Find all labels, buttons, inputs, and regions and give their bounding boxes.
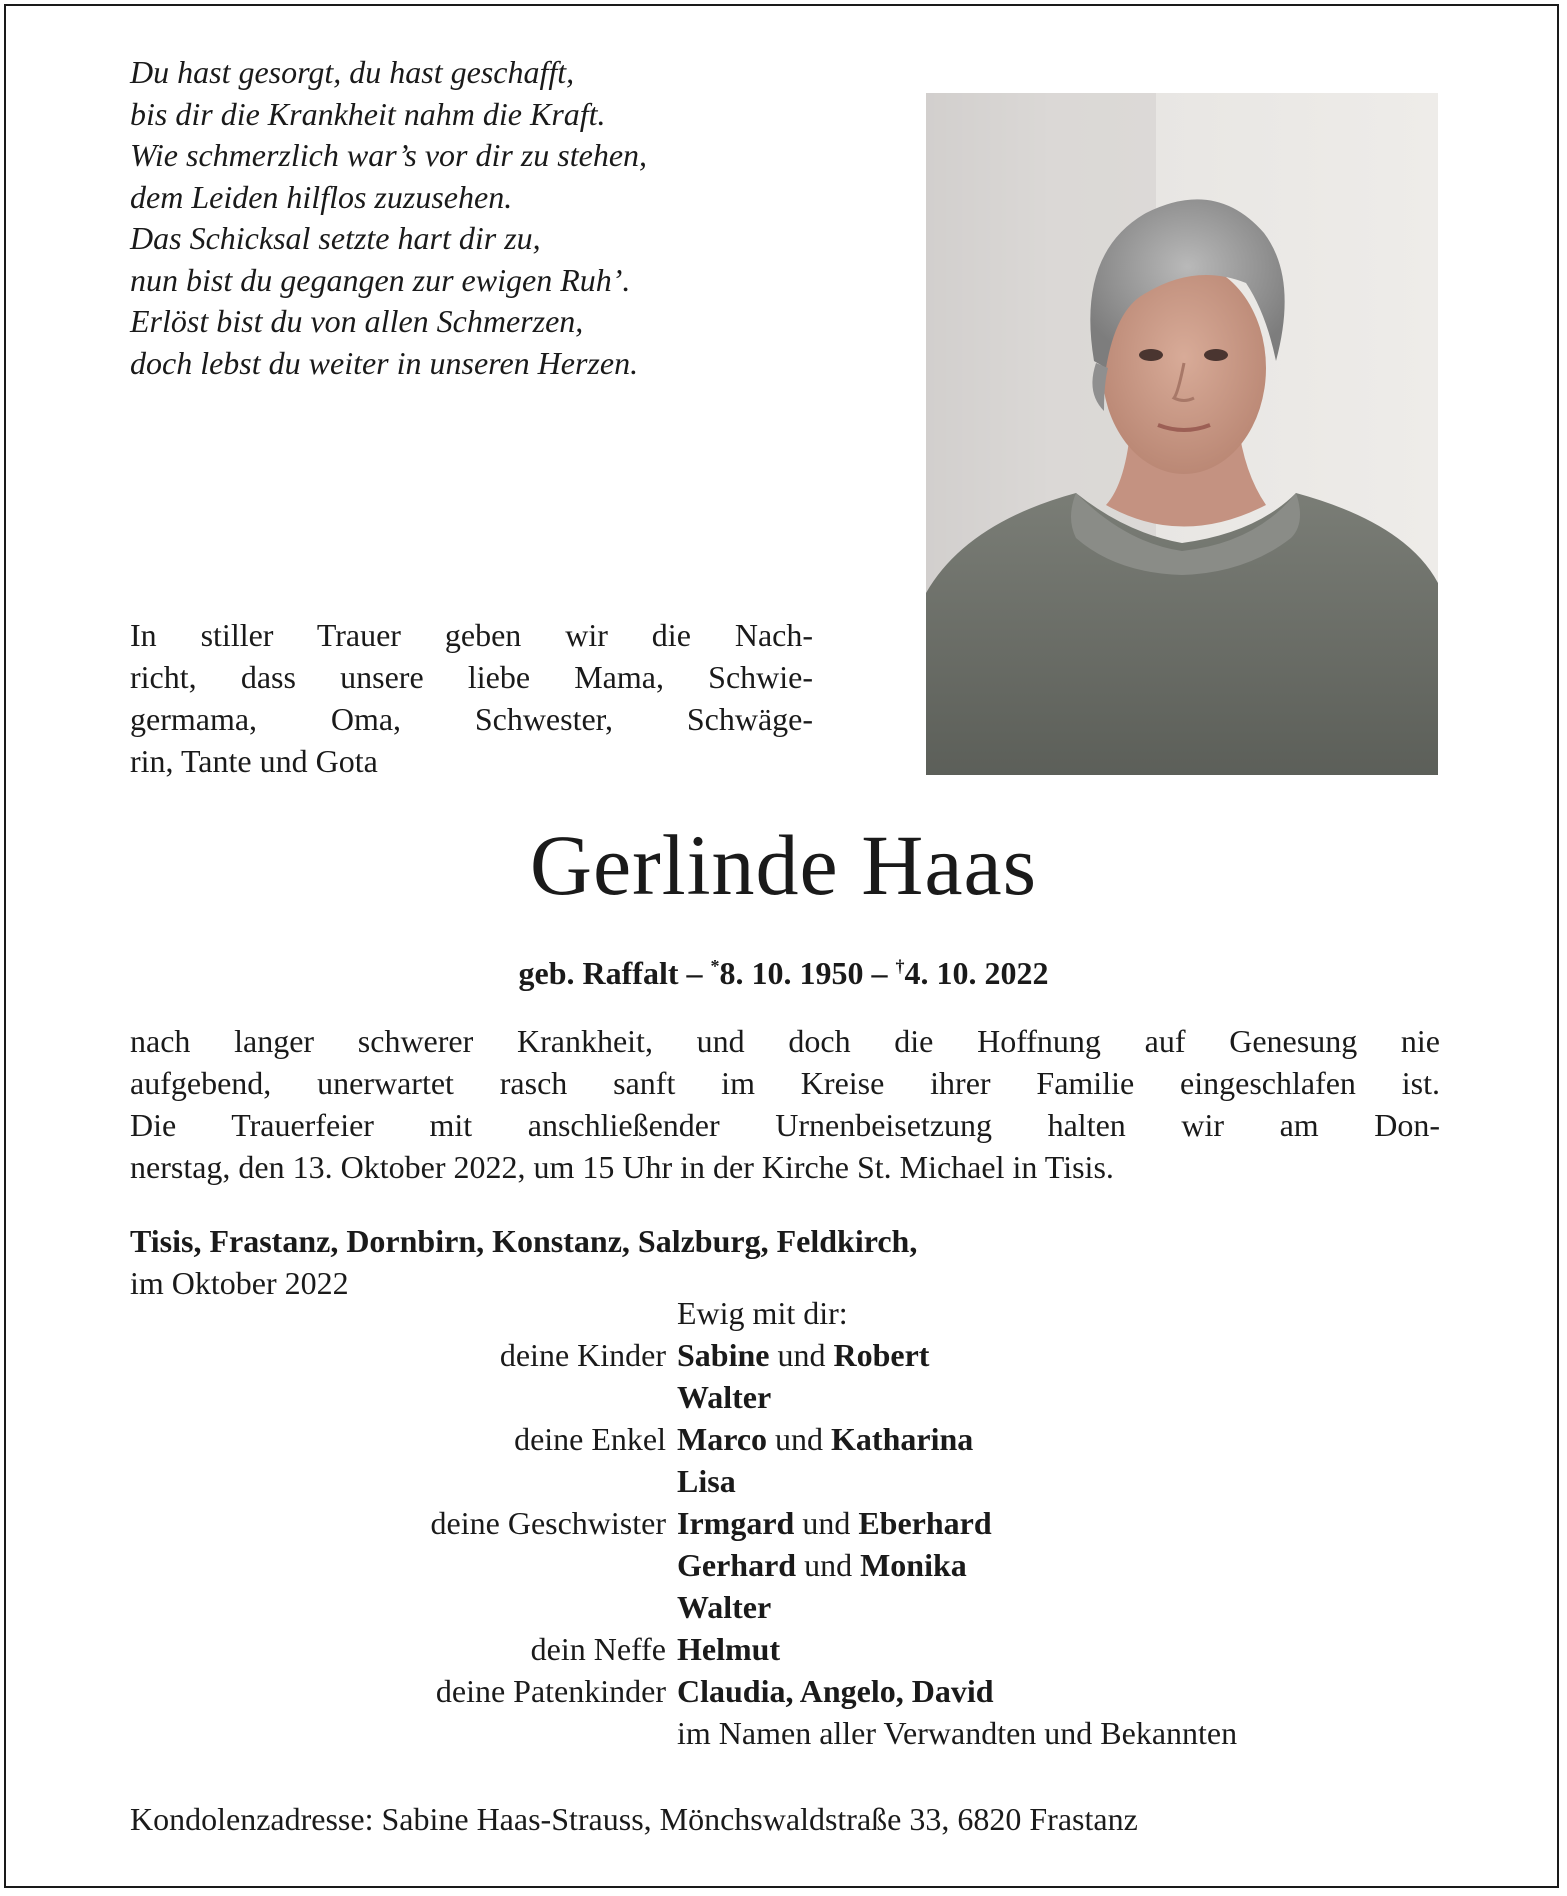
poem-line: Das Schicksal setzte hart dir zu, bbox=[130, 220, 541, 256]
survivor-name: Eberhard bbox=[858, 1505, 992, 1541]
places-date: im Oktober 2022 bbox=[130, 1265, 349, 1301]
death-date: 4. 10. 2022 bbox=[904, 955, 1049, 991]
connector: und bbox=[775, 1421, 824, 1457]
survivor-name: Robert bbox=[833, 1337, 930, 1373]
birth-symbol: * bbox=[710, 956, 720, 976]
death-symbol: † bbox=[895, 956, 905, 976]
announcement-paragraph bbox=[130, 1020, 1440, 1188]
poem-line: Wie schmerzlich war’s vor dir zu stehen, bbox=[130, 137, 648, 173]
enkel-label: deine Enkel bbox=[514, 1421, 666, 1457]
poem-line: dem Leiden hilflos zuzusehen. bbox=[130, 178, 513, 215]
survivor-name: Monika bbox=[860, 1547, 967, 1583]
intro-line: richt, dass unsere liebe Mama, Schwie- bbox=[130, 659, 813, 695]
separator: – bbox=[686, 955, 703, 991]
intro-line: In stiller Trauer geben wir die Nach- bbox=[130, 617, 813, 653]
intro-paragraph bbox=[130, 614, 813, 782]
body-line: nach langer schwerer Krankheit, und doch die Hoffnung auf Genesung nie bbox=[130, 1023, 1440, 1059]
paten-label: deine Patenkinder bbox=[435, 1673, 666, 1709]
life-dates bbox=[0, 946, 1567, 993]
survivor-name: Claudia, Angelo, David bbox=[677, 1673, 994, 1709]
survivor-name: Irmgard bbox=[677, 1505, 795, 1541]
places-towns: Tisis, Frastanz, Dornbirn, Konstanz, Salzburg, Feldkirch, bbox=[130, 1223, 918, 1259]
neffe-label: dein Neffe bbox=[530, 1631, 666, 1667]
connector: und bbox=[804, 1547, 853, 1583]
poem-line: nun bist du gegangen zur ewigen Ruh’. bbox=[130, 261, 631, 298]
connector: und bbox=[777, 1337, 826, 1373]
separator: – bbox=[871, 955, 888, 991]
survivors-heading: Ewig mit dir: bbox=[677, 1295, 848, 1331]
survivor-name: Lisa bbox=[677, 1463, 736, 1499]
survivor-name: Walter bbox=[677, 1589, 772, 1625]
body-line: aufgebend, unerwartet rasch sanft im Kreise ihrer Familie eingeschlafen ist. bbox=[130, 1065, 1440, 1101]
poem-line: doch lebst du weiter in unseren Herzen. bbox=[130, 344, 639, 381]
survivor-name: Helmut bbox=[677, 1631, 781, 1667]
birth-date: 8. 10. 1950 bbox=[719, 955, 864, 991]
poem-line: Erlöst bist du von allen Schmerzen, bbox=[130, 303, 584, 339]
portrait-photo bbox=[926, 93, 1438, 775]
survivor-name: Walter bbox=[677, 1379, 772, 1415]
survivor-name: Sabine bbox=[677, 1337, 770, 1373]
condolence-address: Kondolenzadresse: Sabine Haas-Strauss, Mönchswaldstraße 33, 6820 Frastanz bbox=[130, 1801, 1138, 1837]
survivor-name: Katharina bbox=[831, 1421, 974, 1457]
poem-line: bis dir die Krankheit nahm die Kraft. bbox=[130, 95, 606, 132]
geschwister-label: deine Geschwister bbox=[430, 1505, 666, 1541]
survivor-name: Gerhard bbox=[677, 1547, 797, 1583]
poem-line: Du hast gesorgt, du hast geschafft, bbox=[130, 54, 575, 90]
survivors-list bbox=[130, 1292, 1440, 1754]
maiden-name: geb. Raffalt bbox=[518, 955, 679, 991]
deceased-name: Gerlinde Haas bbox=[529, 817, 1038, 913]
survivor-name: Marco bbox=[677, 1421, 768, 1457]
body-line: Die Trauerfeier mit anschließender Urnenbeisetzung halten wir am Don- bbox=[130, 1107, 1440, 1143]
closing-line: im Namen aller Verwandten und Bekannten bbox=[677, 1715, 1238, 1751]
connector: und bbox=[802, 1505, 851, 1541]
kinder-label: deine Kinder bbox=[499, 1337, 666, 1373]
body-line: nerstag, den 13. Oktober 2022, um 15 Uhr in der Kirche St. Michael in Tisis. bbox=[130, 1149, 1114, 1185]
intro-line: rin, Tante und Gota bbox=[130, 743, 378, 779]
memorial-poem bbox=[130, 52, 810, 384]
intro-line: germama, Oma, Schwester, Schwäge- bbox=[130, 701, 813, 737]
